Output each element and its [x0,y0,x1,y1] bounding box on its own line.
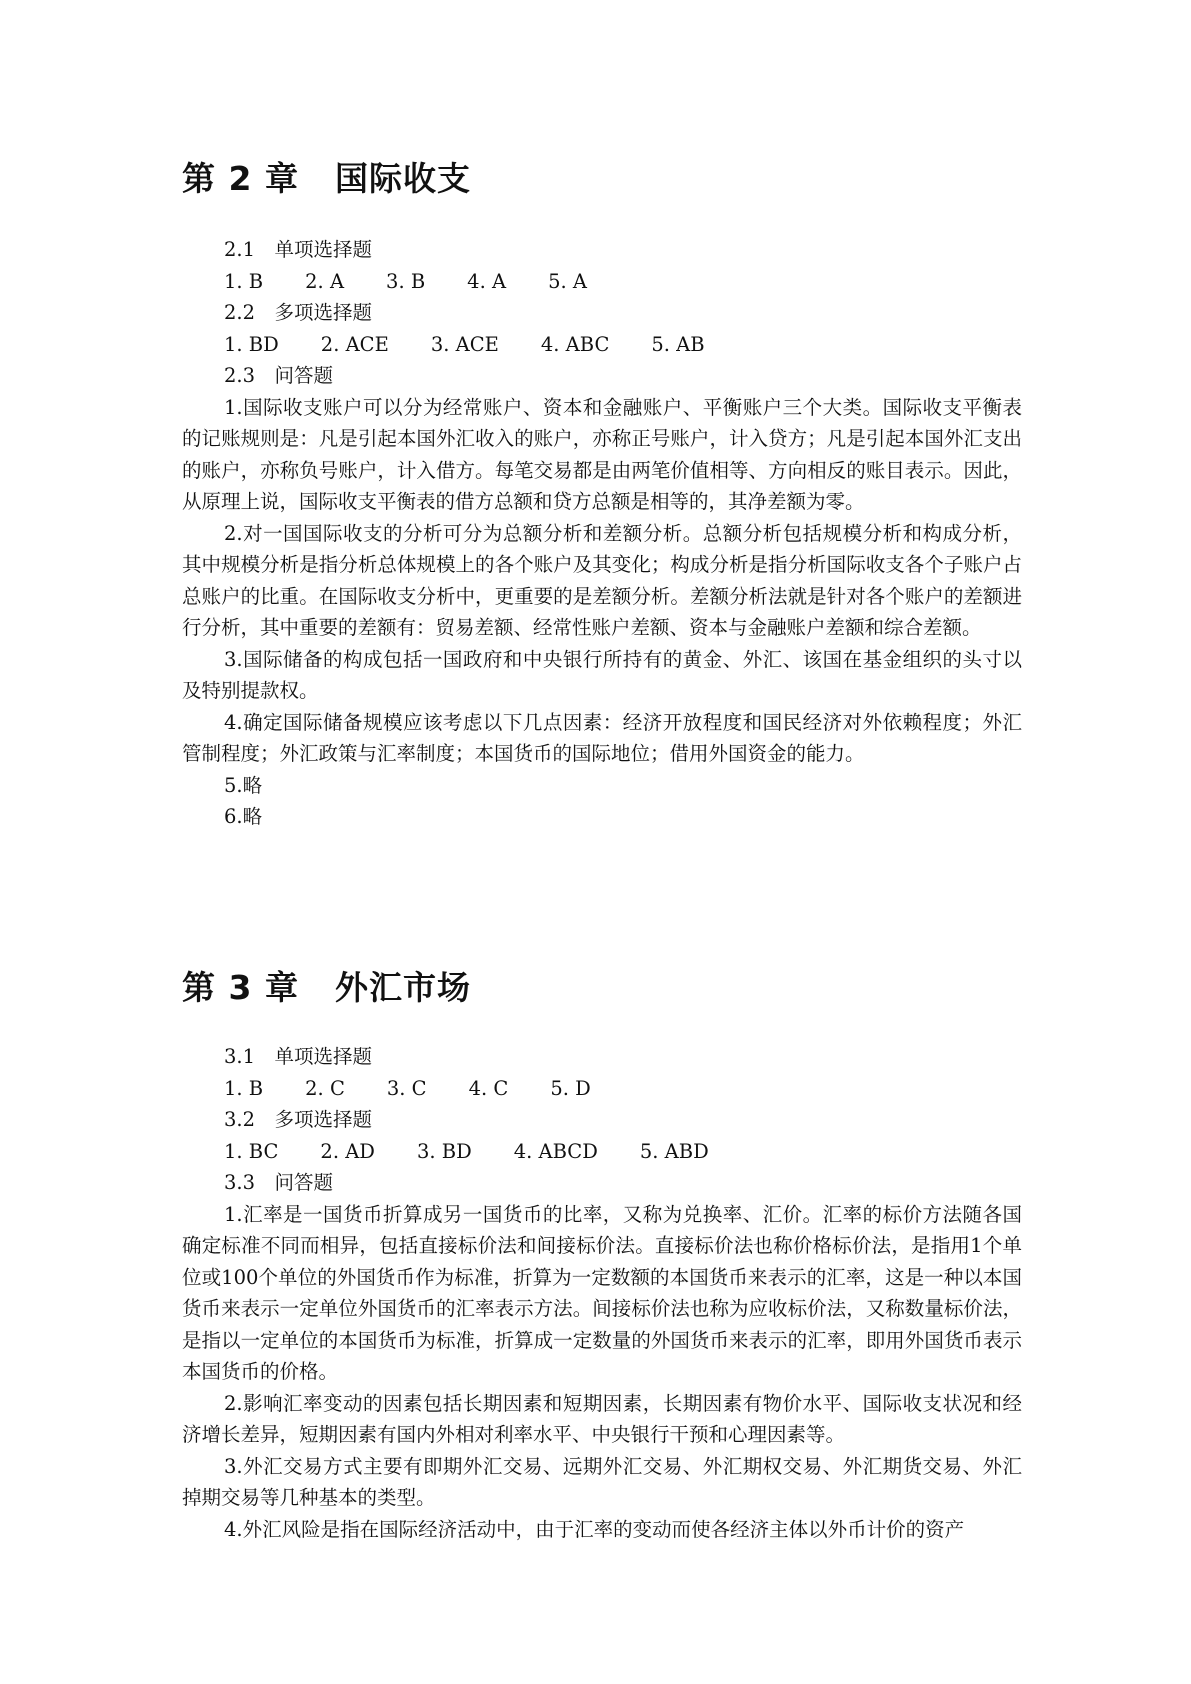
answer-item: 3. B [386,269,426,293]
chapter-2-name: 国际收支 [334,159,471,198]
answer-item: 4. C [468,1076,509,1100]
chapter-3-body [182,1041,1022,1545]
answer-paragraph: 2.影响汇率变动的因素包括长期因素和短期因素，长期因素有物价水平、国际收支状况和经济增长差异，短期因素有国内外相对利率水平、中央银行干预和心理因素等。 [182,1391,1022,1446]
answer-paragraph: 2.对一国国际收支的分析可分为总额分析和差额分析。总额分析包括规模分析和构成分析，其中规模分析是指分析总体规模上的各个账户及其变化；构成分析是指分析国际收支各个子账户占总账户的比重。在国际收支分析中，更重要的是差额分析。差额分析法就是针对各个账户的差额进行分析，其中重要的差额有：贸易差额、经常性账户差额、资本与金融账户差额和综合差额。 [182,521,1022,639]
section-2-1-heading: 2.1 单项选择题 [224,238,373,261]
answer-item: 4. A [467,269,507,293]
section-2-2-answers [182,329,1022,361]
chapter-2-body [182,234,1022,833]
answer-item: 5. A [548,269,587,293]
section-2-2-heading: 2.2 多项选择题 [224,301,373,324]
answer-item: 1. B [224,269,264,293]
section-3-3-heading: 3.3 问答题 [224,1171,334,1194]
answer-item: 1. BC [224,1139,279,1163]
section-3-1-answers [182,1073,1022,1105]
answer-item: 1. BD [224,332,279,356]
answer-paragraph: 1.国际收支账户可以分为经常账户、资本和金融账户、平衡账户三个大类。国际收支平衡表的记账规则是：凡是引起本国外汇收入的账户，亦称正号账户，计入贷方；凡是引起本国外汇支出的账户，亦称负号账户，计入借方。每笔交易都是由两笔价值相等、方向相反的账目表示。因此，从原理上说，国际收支平衡表的借方总额和贷方总额是相等的，其净差额为零。 [182,395,1022,513]
section-3-2-heading: 3.2 多项选择题 [224,1108,373,1131]
answer-item: 5. AB [651,332,705,356]
answer-item-6: 6.略 [224,805,263,828]
answer-item: 3. BD [416,1139,472,1163]
chapter-3-title [182,962,471,1009]
answer-paragraph: 4.外汇风险是指在国际经济活动中，由于汇率的变动而使各经济主体以外币计价的资产 [224,1517,965,1541]
answer-item: 5. ABD [639,1139,709,1163]
section-2-3-heading: 2.3 问答题 [224,364,334,387]
answer-paragraph: 1.汇率是一国货币折算成另一国货币的比率，又称为兑换率、汇价。汇率的标价方法随各国确定标准不同而相异，包括直接标价法和间接标价法。直接标价法也称价格标价法，是指用1个单位或100个单位的外国货币作为标准，折算为一定数额的本国货币来表示的汇率，这是一种以本国货币来表示一定单位外国货币的汇率表示方法。间接标价法也称为应收标价法，又称数量标价法，是指以一定单位的本国货币为标准，折算成一定数量的外国货币来表示的汇率，即用外国货币表示本国货币的价格。 [182,1202,1022,1383]
answer-paragraph: 3.国际储备的构成包括一国政府和中央银行所持有的黄金、外汇、该国在基金组织的头寸以及特别提款权。 [182,647,1022,702]
answer-paragraph: 4.确定国际储备规模应该考虑以下几点因素：经济开放程度和国民经济对外依赖程度；外汇管制程度；外汇政策与汇率制度；本国货币的国际地位；借用外国资金的能力。 [182,710,1022,765]
answer-item: 2. C [305,1076,345,1100]
answer-item: 3. C [386,1076,427,1100]
answer-item: 2. A [305,269,345,293]
answer-paragraph: 3.外汇交易方式主要有即期外汇交易、远期外汇交易、外汇期权交易、外汇期货交易、外汇掉期交易等几种基本的类型。 [182,1454,1022,1509]
answer-item: 1. B [224,1076,264,1100]
answer-item: 5. D [550,1076,591,1100]
chapter-2-number: 第 2 章 [182,159,299,198]
answer-item: 3. ACE [430,332,499,356]
chapter-3-number: 第 3 章 [182,968,299,1007]
answer-item: 4. ABC [540,332,610,356]
section-3-2-answers [182,1136,1022,1168]
answer-item: 2. ACE [320,332,389,356]
section-3-1-heading: 3.1 单项选择题 [224,1045,373,1068]
answer-item: 4. ABCD [513,1139,598,1163]
answer-item: 2. AD [320,1139,375,1163]
section-2-1-answers [182,266,1022,298]
chapter-2-title [182,153,471,200]
chapter-3-name: 外汇市场 [334,968,471,1007]
answer-item-5: 5.略 [224,773,263,797]
